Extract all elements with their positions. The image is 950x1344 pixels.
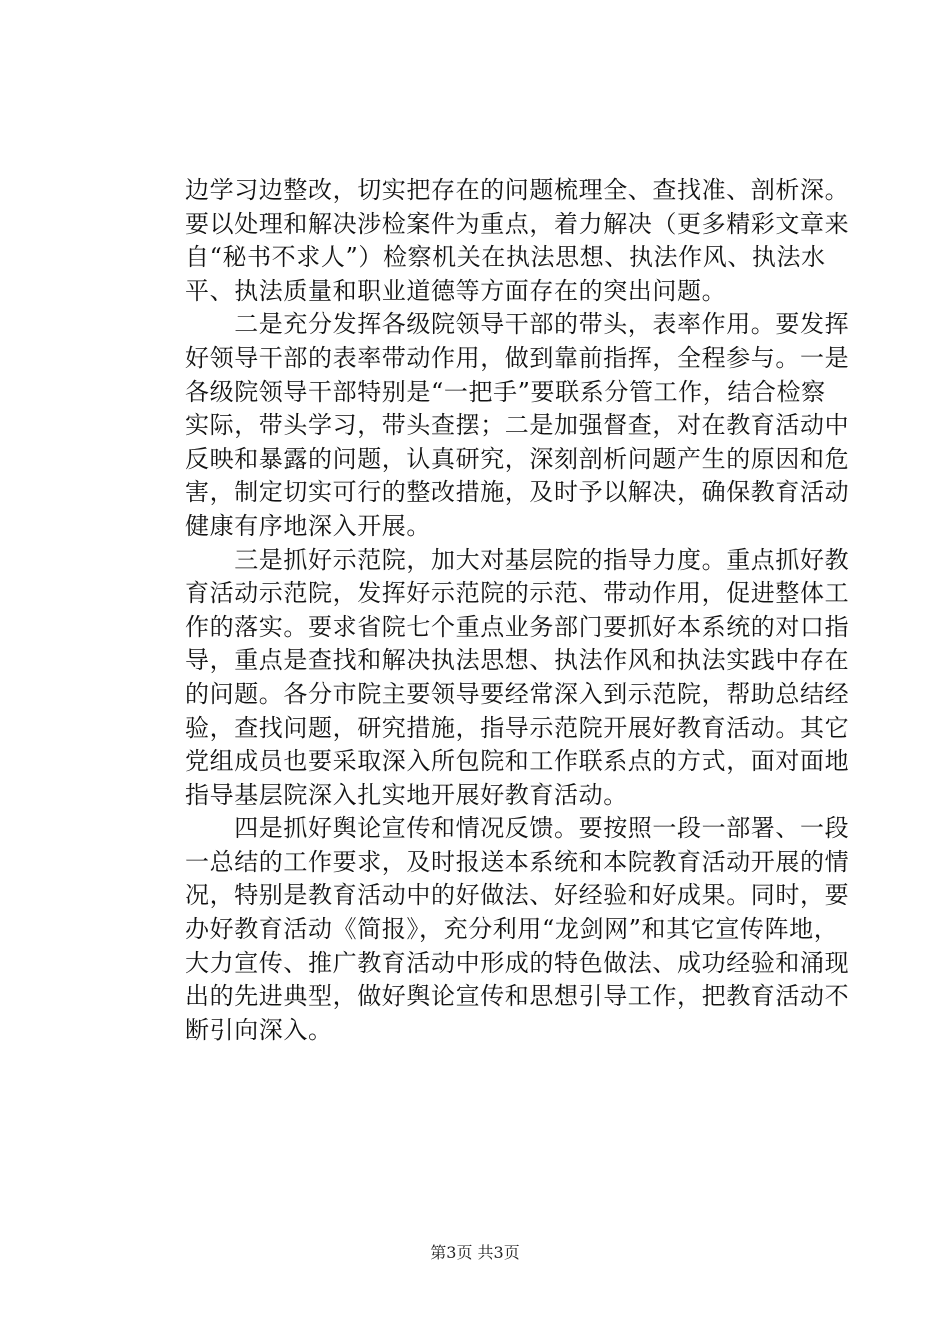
text-line: 要以处理和解决涉检案件为重点，着力解决（更多精彩文章来: [185, 209, 850, 238]
text-line: 作的落实。要求省院七个重点业务部门要抓好本系统的对口指: [185, 612, 850, 641]
text-line: 指导基层院深入扎实地开展好教育活动。: [185, 780, 628, 809]
text-line: 反映和暴露的问题，认真研究，深刻剖析问题产生的原因和危: [185, 444, 850, 473]
text-line: 断引向深入。: [185, 1015, 333, 1044]
text-line: 三是抓好示范院，加大对基层院的指导力度。重点抓好教: [185, 545, 850, 574]
text-line: 各级院领导干部特别是“一把手”要联系分管工作，结合检察: [185, 377, 826, 406]
text-line: 一总结的工作要求，及时报送本系统和本院教育活动开展的情: [185, 847, 850, 876]
text-line: 自“秘书不求人”）检察机关在执法思想、执法作风、执法水: [185, 243, 826, 272]
text-line: 况，特别是教育活动中的好做法、好经验和好成果。同时，要: [185, 881, 850, 910]
text-line: 平、执法质量和职业道德等方面存在的突出问题。: [185, 276, 727, 305]
text-line: 害，制定切实可行的整改措施，及时予以解决，确保教育活动: [185, 478, 850, 507]
text-line: 党组成员也要采取深入所包院和工作联系点的方式，面对面地: [185, 747, 850, 776]
text-line: 二是充分发挥各级院领导干部的带头，表率作用。要发挥: [185, 310, 850, 339]
text-line: 验，查找问题，研究措施，指导示范院开展好教育活动。其它: [185, 713, 850, 742]
text-line: 出的先进典型，做好舆论宣传和思想引导工作，把教育活动不: [185, 982, 850, 1011]
text-line: 边学习边整改，切实把存在的问题梳理全、查找准、剖析深。: [185, 176, 850, 204]
page-footer: 第3页 共3页: [430, 1243, 520, 1262]
text-line: 导，重点是查找和解决执法思想、执法作风和执法实践中存在: [185, 646, 850, 675]
text-line: 育活动示范院，发挥好示范院的示范、带动作用，促进整体工: [185, 579, 850, 608]
text-line: 健康有序地深入开展。: [185, 511, 431, 540]
text-line: 四是抓好舆论宣传和情况反馈。要按照一段一部署、一段: [185, 814, 850, 843]
text-line: 的问题。各分市院主要领导要经常深入到示范院，帮助总结经: [185, 679, 850, 708]
body-text: [185, 174, 850, 1047]
text-line: 办好教育活动《简报》，充分利用“龙剑网”和其它宣传阵地，: [185, 915, 839, 944]
text-line: 好领导干部的表率带动作用，做到靠前指挥，全程参与。一是: [185, 343, 850, 372]
text-line: 实际，带头学习，带头查摆；二是加强督查，对在教育活动中: [185, 411, 850, 440]
text-line: 大力宣传、推广教育活动中形成的特色做法、成功经验和涌现: [185, 948, 850, 977]
